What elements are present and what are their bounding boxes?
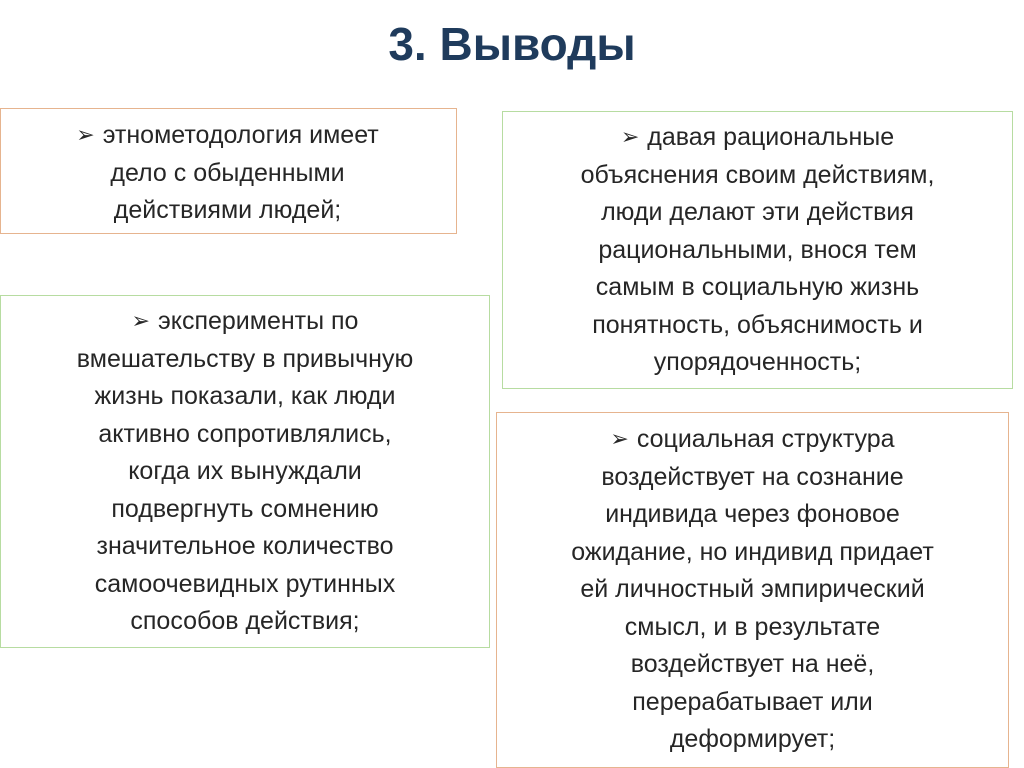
text-line: действиями людей;: [113, 196, 342, 224]
text-line: воздействует на сознание: [601, 462, 904, 491]
text-line: ожидание, но индивид придает: [571, 537, 934, 566]
text-line: индивида через фоновое: [605, 500, 900, 528]
text-line: ей личностный эмпирический: [580, 575, 925, 603]
text-line: вмешательству в привычную: [76, 344, 414, 373]
conclusion-text-ethnomethodology: [30, 116, 425, 230]
arrow-bullet-icon: ➢: [610, 426, 629, 451]
text-line: жизнь показали, как люди: [94, 382, 396, 410]
text-line: значительное количество: [96, 532, 394, 560]
text-line: понятность, объяснимость и: [592, 310, 923, 339]
arrow-bullet-icon: ➢: [620, 124, 640, 149]
text-line: рациональными, внося тем: [598, 235, 917, 264]
text-line: самым в социальную жизнь: [595, 273, 920, 301]
text-line: способов действия;: [130, 607, 360, 635]
text-line: самоочевидных рутинных: [94, 569, 396, 598]
text-line: дело с обыденными: [110, 158, 345, 187]
text-line: подвергнуть сомнению: [111, 494, 379, 523]
text-line: объяснения своим действиям,: [580, 160, 935, 189]
conclusion-text-experiments: [8, 302, 482, 641]
slide-title: 3. Выводы: [388, 18, 636, 70]
text-line: активно сопротивлялись,: [98, 419, 392, 448]
text-line: деформирует;: [669, 725, 836, 753]
text-line: ➢ эксперименты по: [8, 302, 482, 341]
text-line: смысл, и в результате: [624, 612, 881, 641]
text-line: люди делают эти действия: [601, 198, 914, 226]
text-line: ➢ этнометодология имеет: [30, 116, 425, 155]
conclusion-text-social-structure: [504, 420, 1001, 759]
text-line: упорядоченность;: [653, 348, 862, 376]
arrow-bullet-icon: ➢: [76, 122, 95, 147]
conclusion-text-rational-explanations: [510, 118, 1005, 382]
text-line: воздействует на неё,: [630, 650, 875, 678]
text-line: ➢ давая рациональные: [510, 118, 1005, 157]
text-line: перерабатывает или: [632, 687, 873, 716]
text-line: когда их вынуждали: [128, 457, 362, 485]
text-line: ➢ социальная структура: [504, 420, 1001, 459]
arrow-bullet-icon: ➢: [131, 308, 150, 333]
